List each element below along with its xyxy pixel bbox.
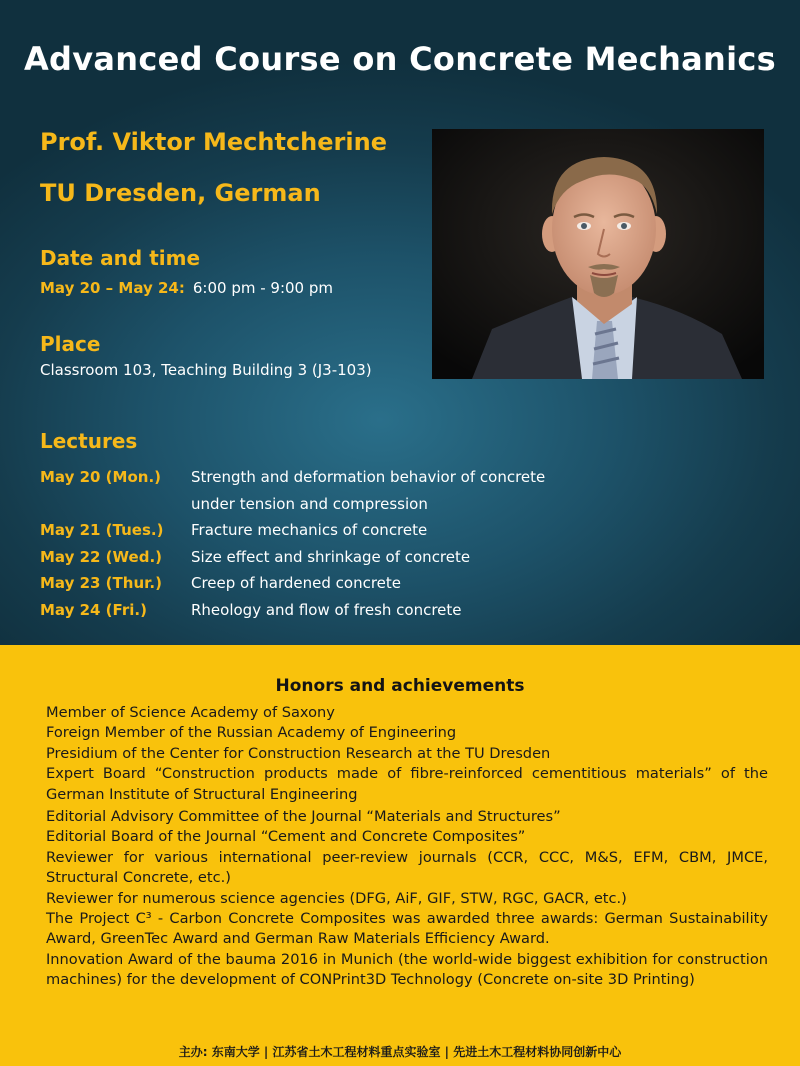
lecture-topic: Fracture mechanics of concrete	[191, 521, 428, 539]
honor-item: The Project C³ - Carbon Concrete Composites was awarded three awards: German Sustainability Award, GreenTec Award and German Raw Materials Efficiency Award.	[46, 910, 768, 948]
lecture-topic: Size effect and shrinkage of concrete	[191, 547, 471, 566]
lecture-row	[40, 464, 640, 491]
honors-heading: Honors and achievements	[275, 676, 525, 696]
speaker-photo	[432, 129, 764, 379]
lecture-topic: Creep of hardened concrete	[191, 574, 402, 592]
lecture-topic: under tension and compression	[191, 494, 428, 513]
lecture-date: May 23 (Thur.)	[40, 574, 162, 592]
lecture-row	[40, 491, 640, 518]
lecture-date	[40, 491, 191, 518]
lecture-date: May 20 (Mon.)	[40, 468, 162, 486]
date-line	[40, 279, 333, 297]
place-value: Classroom 103, Teaching Building 3 (J3-103)	[40, 361, 372, 379]
honor-item: Expert Board “Construction products made of fibre-reinforced cementitious materials” of the German Institute of Structural Engineering	[46, 765, 768, 803]
lecture-list	[40, 464, 640, 623]
honor-item: Reviewer for numerous science agencies (DFG, AiF, GIF, STW, RGC, GACR, etc.)	[46, 889, 627, 907]
lecture-topic: Rheology and flow of fresh concrete	[191, 600, 462, 619]
date-heading: Date and time	[40, 246, 201, 270]
honor-item: Editorial Advisory Committee of the Journal “Materials and Structures”	[46, 808, 561, 826]
speaker-affiliation: TU Dresden, German	[40, 179, 321, 207]
organizers-footer: 主办: 东南大学 | 江苏省土木工程材料重点实验室 | 先进土木工程材料协同创新中心	[178, 1045, 622, 1059]
lecture-date: May 21 (Tues.)	[40, 521, 164, 539]
honors-list	[46, 703, 768, 991]
place-heading: Place	[40, 332, 101, 356]
honor-item: Foreign Member of the Russian Academy of Engineering	[46, 724, 457, 742]
lecture-date: May 24 (Fri.)	[40, 600, 147, 619]
date-value: 6:00 pm - 9:00 pm	[192, 279, 333, 297]
lecture-date: May 22 (Wed.)	[40, 547, 163, 566]
page-title: Advanced Course on Concrete Mechanics	[23, 40, 777, 78]
lecture-topic: Strength and deformation behavior of concrete	[191, 468, 546, 486]
speaker-name: Prof. Viktor Mechtcherine	[40, 128, 387, 156]
lecture-row	[40, 570, 640, 597]
lecture-row	[40, 544, 640, 571]
speaker-portrait-illustration	[432, 129, 764, 379]
lectures-heading: Lectures	[40, 429, 138, 453]
honor-item: Reviewer for various international peer-review journals (CCR, CCC, M&S, EFM, CBM, JMCE, Structural Concrete, etc.)	[46, 848, 768, 887]
honor-item: Presidium of the Center for Construction Research at the TU Dresden	[46, 744, 551, 762]
honor-item: Member of Science Academy of Saxony	[46, 704, 335, 721]
honor-item: Innovation Award of the bauma 2016 in Munich (the world-wide biggest exhibition for construction machines) for the development of CONPrint3D Technology (Concrete on-site 3D Printing)	[46, 950, 768, 989]
lecture-row	[40, 597, 640, 624]
date-label: May 20 – May 24:	[40, 279, 185, 297]
honor-item: Editorial Board of the Journal “Cement and Concrete Composites”	[46, 828, 526, 846]
lecture-row	[40, 517, 640, 544]
